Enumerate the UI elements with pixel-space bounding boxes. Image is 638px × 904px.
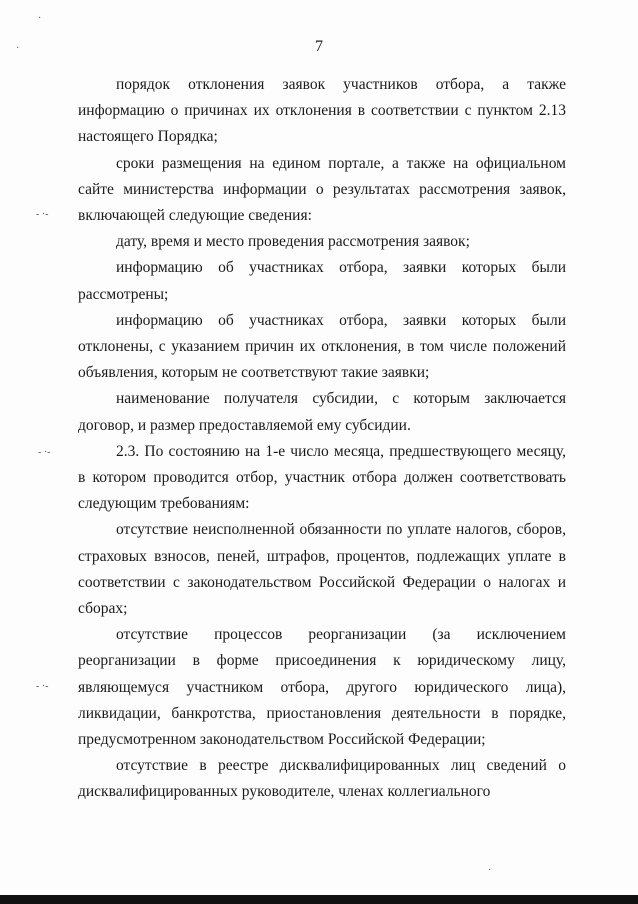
paragraph-section-2-3: 2.3. По состоянию на 1-е число месяца, предшествующего месяцу, в котором проводится отбор, участник отбора должен соответствовать следующим требованиям: xyxy=(78,442,566,513)
document-body xyxy=(78,72,566,806)
scan-artifact-mark: · xyxy=(488,865,492,876)
scan-artifact-mark: · xyxy=(16,43,20,54)
scan-artifact-mark: - ·- xyxy=(36,681,49,692)
paragraph-disqualified-registry: отсутствие в реестре дисквалифицированных лиц сведений о дисквалифицированных руководителе, членах коллегиального xyxy=(78,757,566,801)
paragraph-no-tax-debt: отсутствие неисполненной обязанности по уплате налогов, сборов, страховых взносов, пеней, штрафов, процентов, подлежащих уплате в соответствии с законодательством Российской Федерации о налогах и сборах; xyxy=(78,521,566,618)
page-number: 7 xyxy=(315,38,323,55)
scan-bottom-edge xyxy=(0,895,638,904)
paragraph-rejected-participants: информацию об участниках отбора, заявки которых были отклонены, с указанием причин их отклонения, в том числе положений объявления, которым не соответствуют такие заявки; xyxy=(78,311,566,382)
scan-artifact-mark: - ·- xyxy=(38,447,51,458)
paragraph-no-reorganization: отсутствие процессов реорганизации (за исключением реорганизации в форме присоединения к юридическому лицу, являющемуся участником отбора, другого юридического лица), ликвидации, банкротства, приостановления деятельности в порядке, предусмотренном законодательством Российской Федерации; xyxy=(78,626,566,749)
paragraph-review-date: дату, время и место проведения рассмотрения заявок; xyxy=(116,233,470,251)
paragraph-publication-terms: сроки размещения на едином портале, а также на официальном сайте министерства информации о результатах рассмотрения заявок, включающей следующие сведения: xyxy=(78,154,566,225)
scan-artifact-mark: · xyxy=(38,13,42,24)
paragraph-rejection-procedure: порядок отклонения заявок участников отбора, а также информацию о причинах их отклонения в соответствии с пунктом 2.13 настоящего Порядка; xyxy=(78,76,566,146)
scan-artifact-mark: - ·- xyxy=(36,209,49,220)
paragraph-subsidy-recipient: наименование получателя субсидии, с которым заключается договор, и размер предоставляемой ему субсидии. xyxy=(78,390,566,434)
paragraph-reviewed-participants: информацию об участниках отбора, заявки которых были рассмотрены; xyxy=(78,259,566,303)
